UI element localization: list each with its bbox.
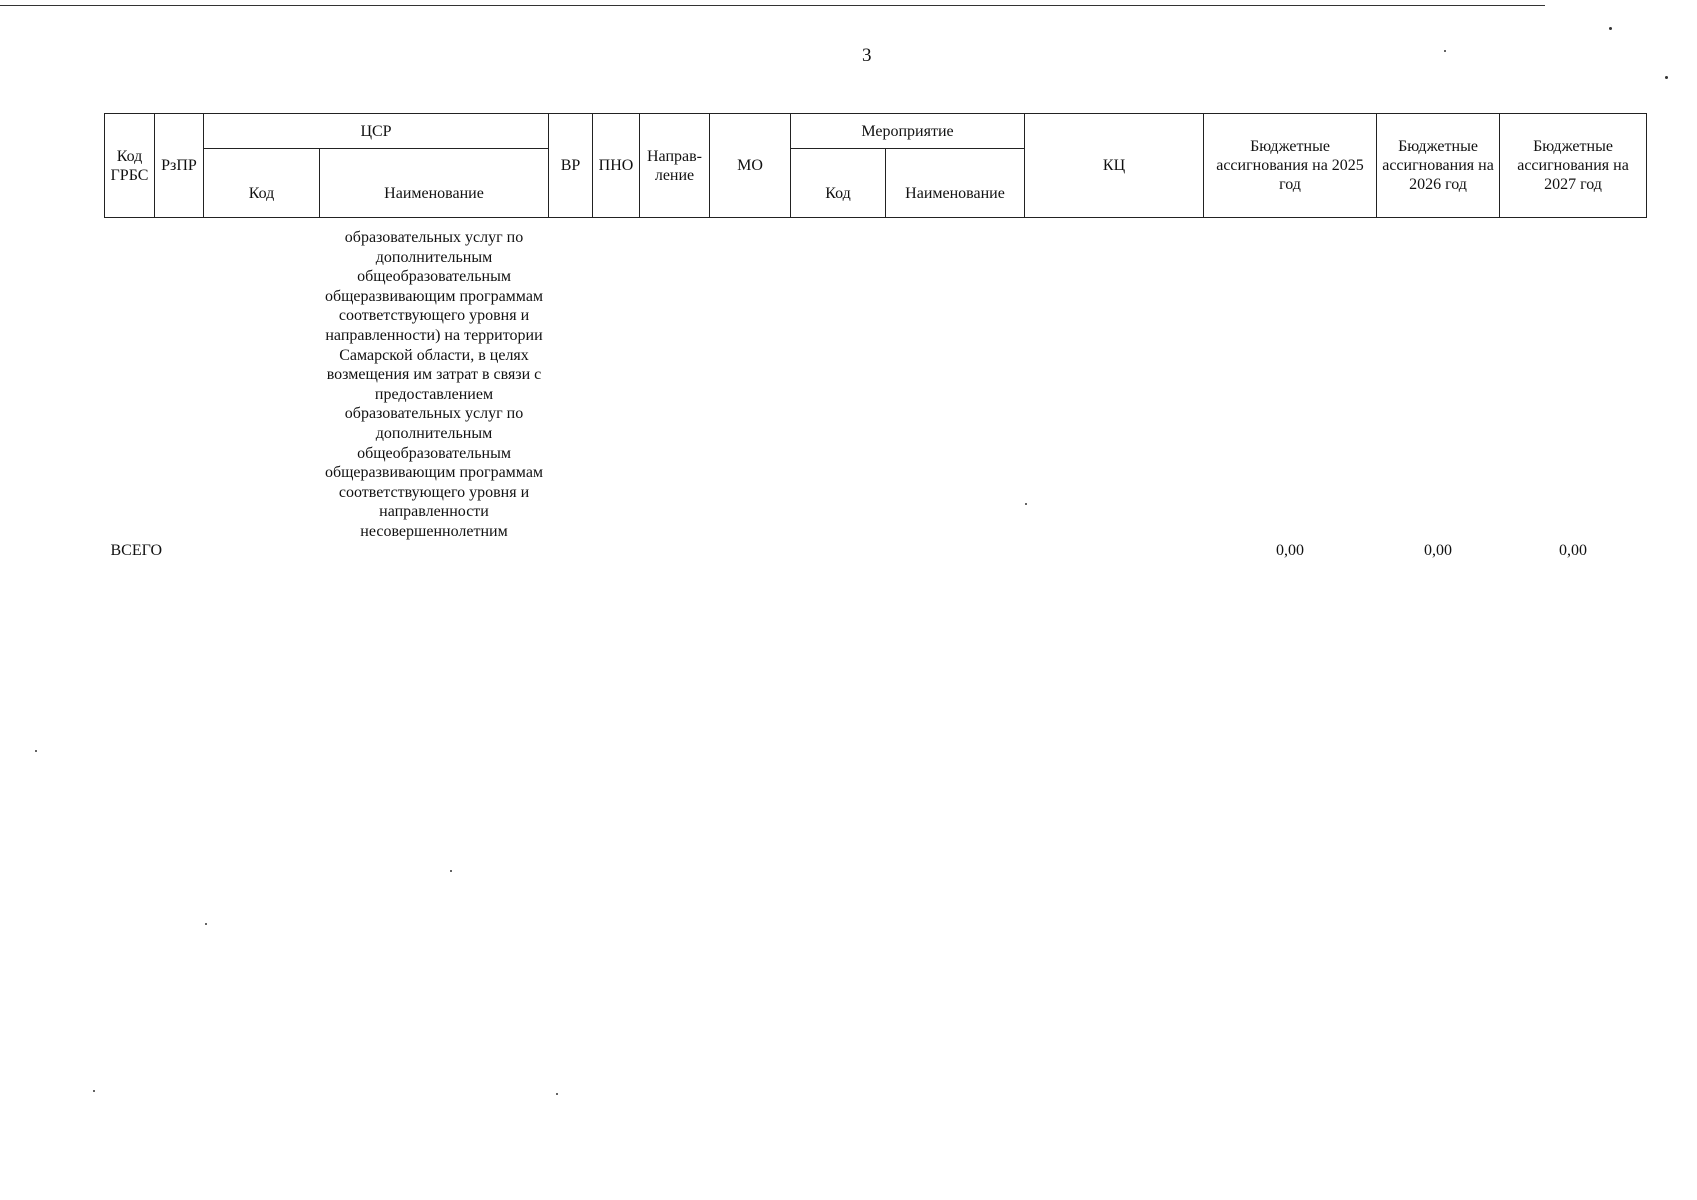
header-vr: ВР	[549, 114, 593, 218]
header-csr-name: Наименование	[320, 149, 549, 218]
budget-allocations-table	[104, 113, 1647, 560]
csr-name-cell: образовательных услуг по дополнительным общеобразовательным общеразвивающим программам соответствующего уровня и направленности) на территории Самарской области, в целях возмещения им затрат в связи с предоставлением образовательных услуг по дополнительным общеобразовательным общеразвивающим программам соответствующего уровня и направленности несовершеннолетним	[324, 229, 544, 540]
top-rule	[0, 5, 1545, 6]
table-row-total	[105, 542, 1647, 560]
page-number: 3	[862, 45, 872, 66]
header-kc: КЦ	[1025, 114, 1204, 218]
scan-speck	[205, 923, 207, 925]
header-budget-2027: Бюджетные ассигнования на 2027 год	[1500, 114, 1647, 218]
budget-table-wrapper	[104, 113, 1646, 560]
header-csr: ЦСР	[204, 114, 549, 149]
header-meropriyatie: Мероприятие	[791, 114, 1025, 149]
scan-speck	[1025, 503, 1027, 505]
scan-speck	[1665, 76, 1668, 79]
total-budget-2027: 0,00	[1559, 541, 1588, 559]
header-mo: МО	[710, 114, 791, 218]
header-csr-kod: Код	[204, 149, 320, 218]
scan-speck	[93, 1090, 95, 1092]
total-budget-2026: 0,00	[1424, 541, 1453, 559]
table-row-continued	[105, 218, 1647, 542]
scan-speck	[1444, 50, 1446, 52]
scan-speck	[556, 1093, 558, 1095]
header-budget-2025: Бюджетные ассигнования на 2025 год	[1204, 114, 1377, 218]
total-budget-2025: 0,00	[1276, 541, 1305, 559]
header-napravlenie: Направ-ление	[640, 114, 710, 218]
scan-speck	[450, 870, 452, 872]
header-kod-grbs: Код ГРБС	[105, 114, 155, 218]
total-label: ВСЕГО	[110, 541, 163, 559]
scan-speck	[35, 750, 37, 752]
header-meropriyatie-kod: Код	[791, 149, 886, 218]
header-rzpr: РзПР	[155, 114, 204, 218]
scan-speck	[1609, 27, 1612, 30]
header-budget-2026: Бюджетные ассигнования на 2026 год	[1377, 114, 1500, 218]
header-pno: ПНО	[593, 114, 640, 218]
header-meropriyatie-name: Наименование	[886, 149, 1025, 218]
